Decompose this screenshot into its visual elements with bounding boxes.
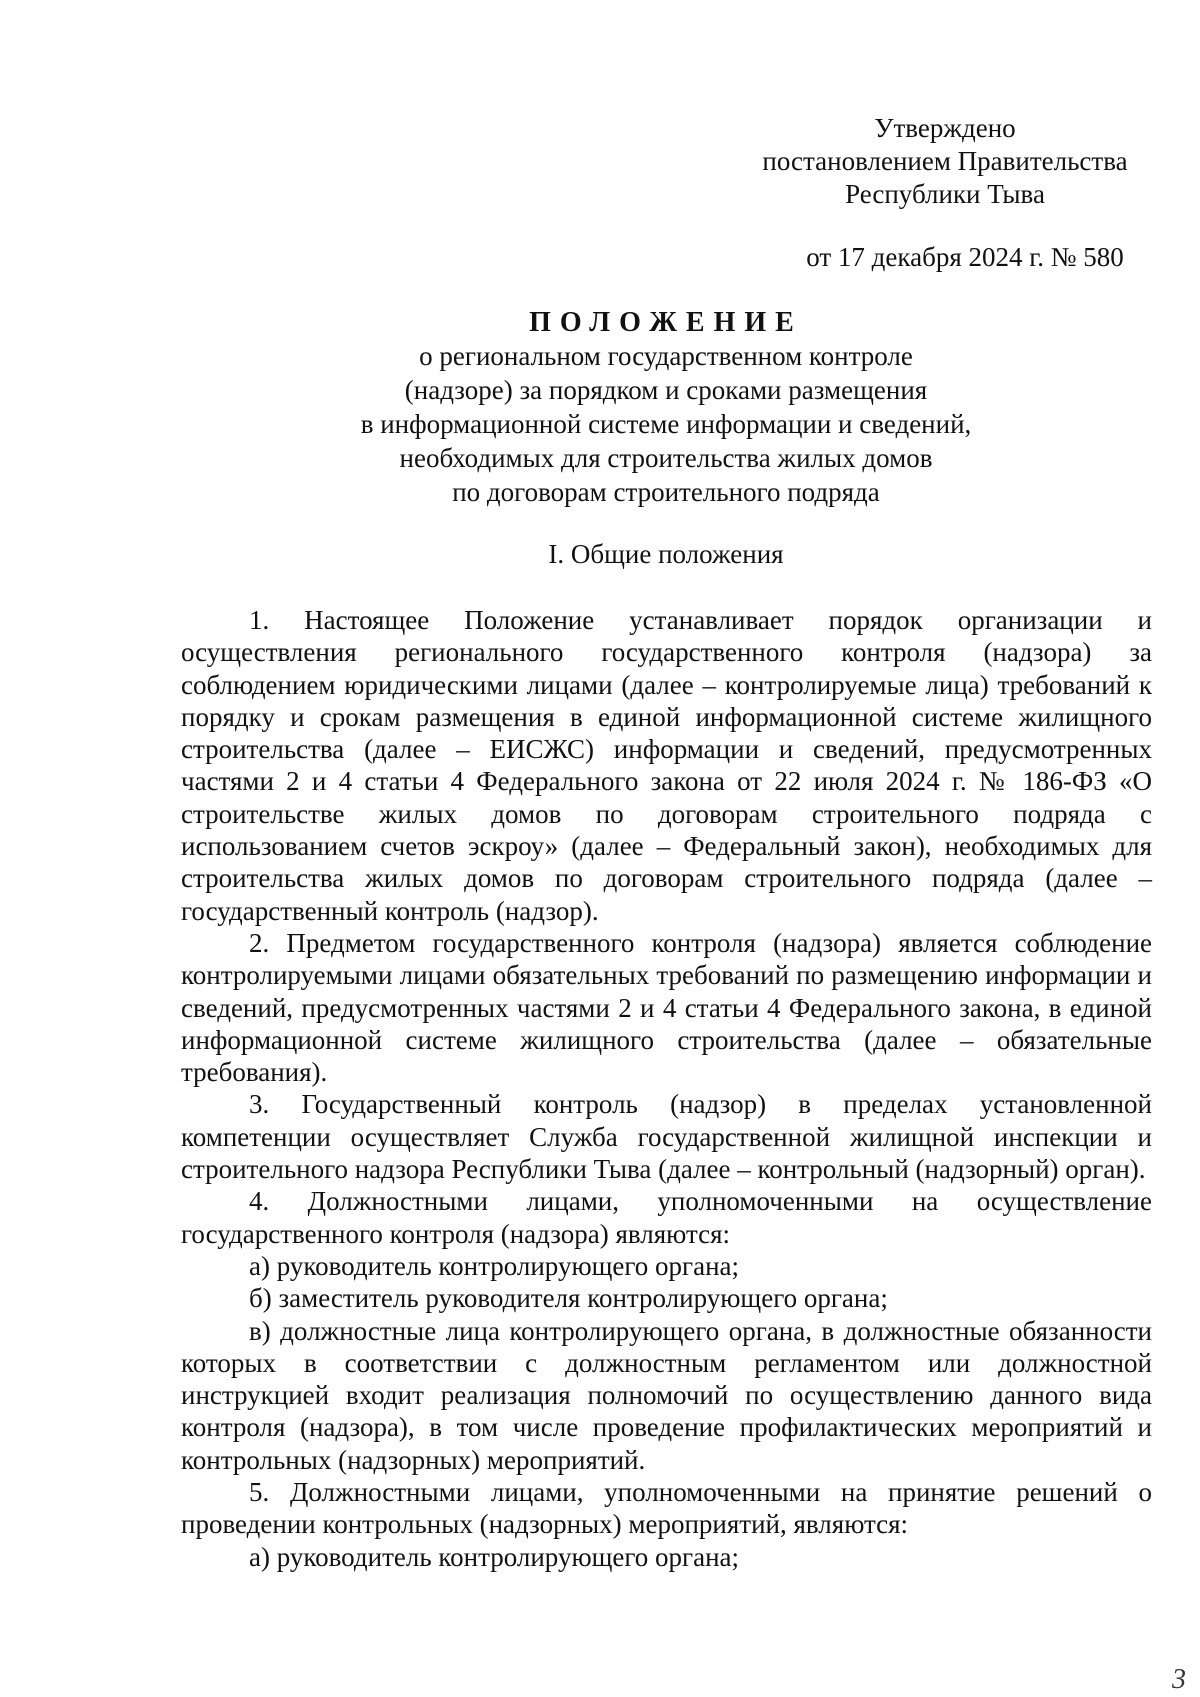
list-item-4b: б) заместитель руководителя контролирующего органа; [249,1283,888,1314]
approval-line-3: Республики Тыва [845,179,1045,209]
subtitle-line: по договорам строительного подряда [452,477,880,507]
list-item-4a: а) руководитель контролирующего органа; [249,1250,740,1281]
document-subtitle [300,339,1032,509]
section-heading: I. Общие положения [548,539,784,569]
document-body [181,604,1152,1573]
subtitle-line: в информационной системе информации и сведений, [360,409,972,439]
paragraph-2: 2. Предметом государственного контроля (надзора) является соблюдение контролируемыми лицами обязательных требований по размещению информации и сведений, предусмотренных частями 2 и 4 статьи 4 Федерального закона, в единой информационной системе жилищного строительства (далее – обязательные требования). [181,927,1152,1088]
approval-date: от 17 декабря 2024 г. № 580 [806,242,1124,272]
subtitle-line: необходимых для строительства жилых домов [399,443,933,473]
paragraph-3: 3. Государственный контроль (надзор) в пределах установленной компетенции осуществляет Служба государственной жилищной инспекции и строительного надзора Республики Тыва (далее – контрольный (надзорный) орган). [181,1089,1152,1185]
approval-line-2: постановлением Правительства [762,146,1128,176]
list-item-5a: а) руководитель контролирующего органа; [249,1541,740,1572]
approval-line-1: Утверждено [874,113,1016,143]
subtitle-line: (надзоре) за порядком и сроками размещения [404,375,928,405]
paragraph-5: 5. Должностными лицами, уполномоченными на принятие решений о проведении контрольных (надзорных) мероприятий, являются: [181,1477,1152,1540]
paragraph-1: 1. Настоящее Положение устанавливает порядок организации и осуществления регионального государственного контроля (надзора) за соблюдением юридическими лицами (далее – контролируемые лица) требований к порядку и срокам размещения в единой информационной системе жилищного строительства (далее – ЕИСЖС) информации и сведений, предусмотренных частями 2 и 4 статьи 4 Федерального закона от 22 июля 2024 г. № 186-ФЗ «О строительстве жилых домов по договорам строительного подряда с использованием счетов эскроу» (далее – Федеральный закон), необходимых для строительства жилых домов по договорам строительного подряда (далее – государственный контроль (надзор). [181,605,1152,926]
subtitle-line: о региональном государственном контроле [419,341,913,371]
list-item-4c: в) должностные лица контролирующего органа, в должностные обязанности которых в соответствии с должностным регламентом или должностной инструкцией входит реализация полномочий по осуществлению данного вида контроля (надзора), в том числе проведение профилактических мероприятий и контрольных (надзорных) мероприятий. [181,1315,1152,1475]
paragraph-4: 4. Должностными лицами, уполномоченными на осуществление государственного контроля (надзора) являются: [181,1186,1152,1249]
page-number: 3 [1172,1664,1186,1695]
document-title: ПОЛОЖЕНИЕ [529,307,803,338]
approval-stamp-block [755,112,1135,274]
